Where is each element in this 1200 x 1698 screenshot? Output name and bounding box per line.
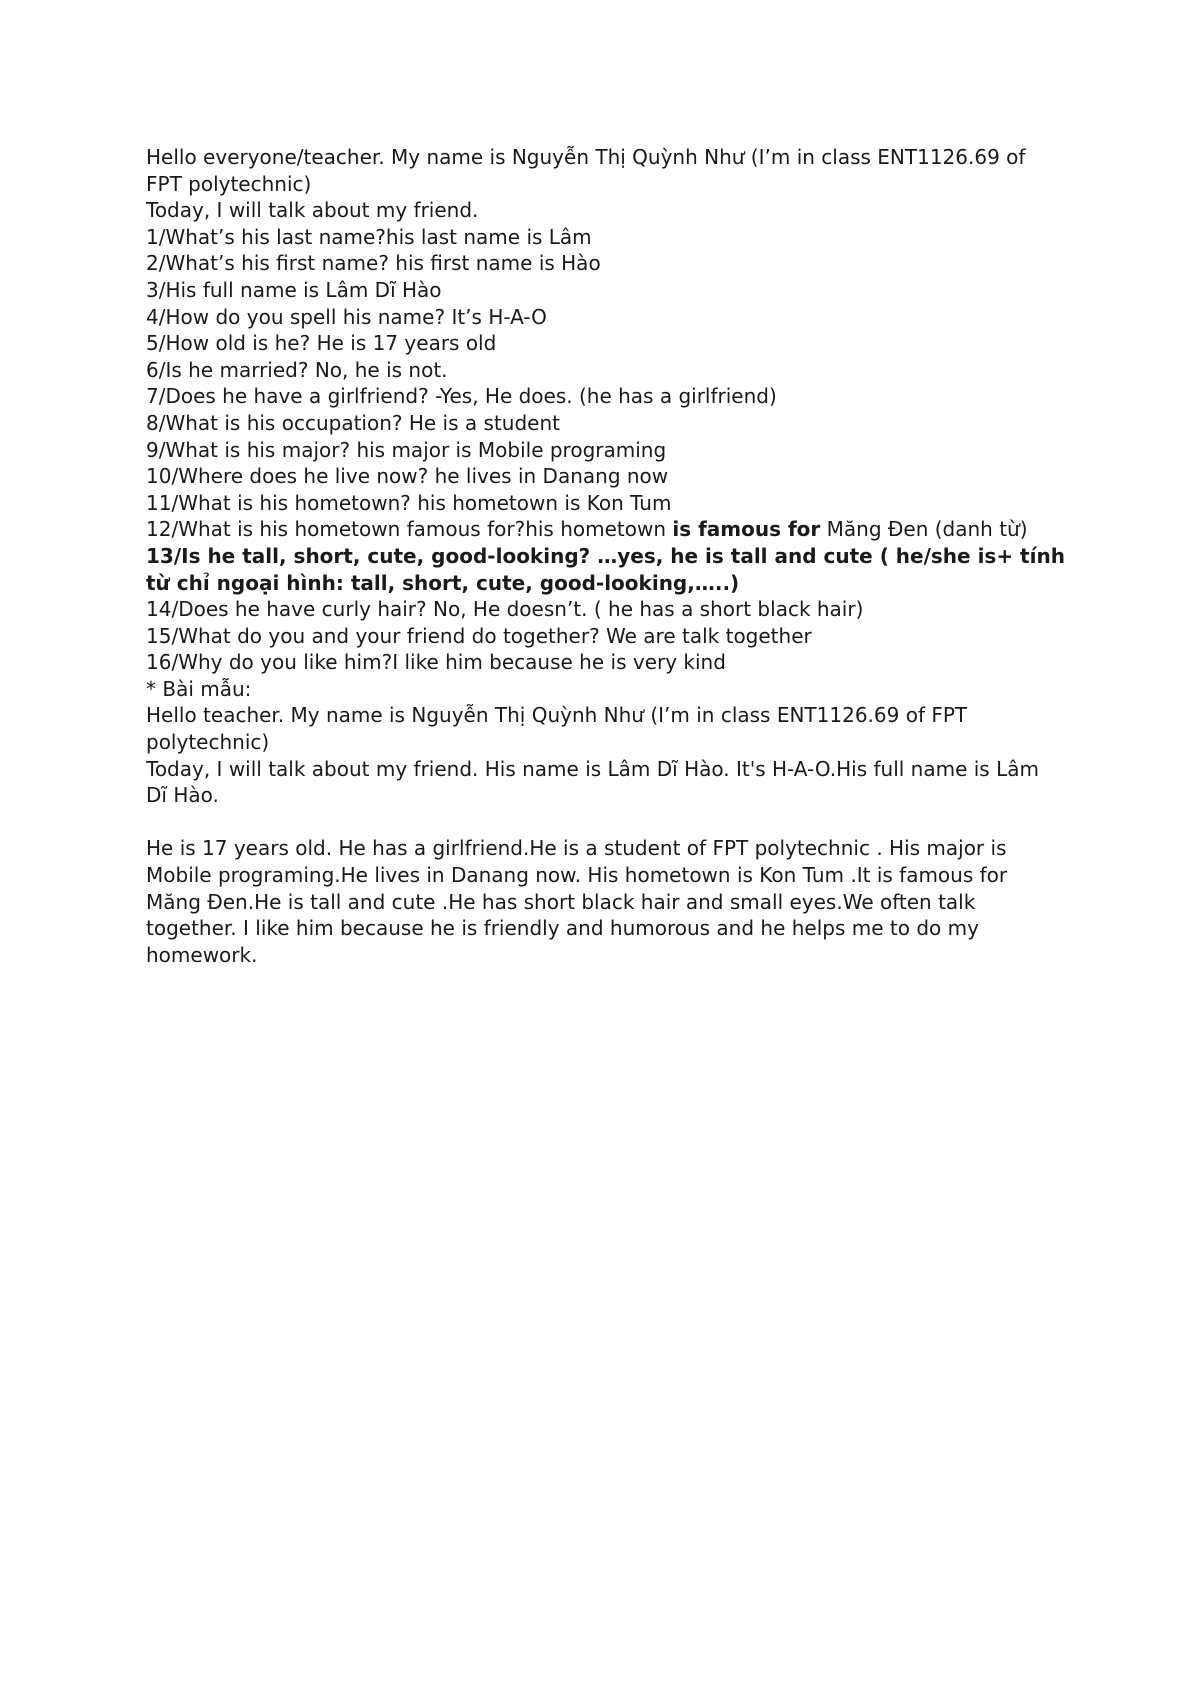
sample-heading: * Bài mẫu:: [146, 676, 252, 701]
question-2: 2/What’s his first name? his first name is Hào: [146, 251, 601, 276]
question-3: 3/His full name is Lâm Dĩ Hào: [146, 277, 442, 302]
question-4: 4/How do you spell his name? It’s H-A-O: [146, 304, 547, 329]
sample-paragraph: Hello teacher. My name is Nguyễn Thị Quỳnh Như (I’m in class ENT1126.69 of FPT polytechnic): [146, 703, 968, 755]
blank-line: [146, 809, 1066, 836]
question-11: 11/What is his hometown? his hometown is Kon Tum: [146, 490, 672, 515]
question-12: [146, 516, 1066, 543]
question-7: 7/Does he have a girlfriend? -Yes, He does. (he has a girlfriend): [146, 384, 777, 409]
question-10: 10/Where does he live now? he lives in Danang now: [146, 464, 669, 489]
question-9: 9/What is his major? his major is Mobile programing: [146, 437, 667, 462]
sample-paragraph: Today, I will talk about my friend. His name is Lâm Dĩ Hào. It's H-A-O.His full name is Lâm Dĩ Hào.: [146, 756, 1039, 808]
question-14: 14/Does he have curly hair? No, He doesn’t. ( he has a short black hair): [146, 597, 864, 622]
intro-line: Hello everyone/teacher. My name is Nguyễn Thị Quỳnh Như (I’m in class ENT1126.69 of FPT polytechnic): [146, 145, 1026, 196]
question-5: 5/How old is he? He is 17 years old: [146, 331, 497, 356]
question-6: 6/Is he married? No, he is not.: [146, 357, 448, 382]
question-1: 1/What’s his last name?his last name is Lâm: [146, 224, 592, 249]
question-15: 15/What do you and your friend do together? We are talk together: [146, 623, 812, 648]
sample-paragraph: He is 17 years old. He has a girlfriend.He is a student of FPT polytechnic . His major is Mobile programing.He lives in Danang now. His hometown is Kon Tum .It is famous for Măng Đen.He is tall and cute .He has short black hair and small eyes.We often talk together. I like him because he is friendly and humorous and he helps me to do my homework.: [146, 836, 1008, 967]
question-16: 16/Why do you like him?I like him because he is very kind: [146, 650, 726, 675]
question-12-text: 12/What is his hometown famous for?his hometown: [146, 517, 673, 542]
question-13: 13/Is he tall, short, cute, good-looking? …yes, he is tall and cute ( he/she is+ tính từ chỉ ngoại hình: tall, short, cute, good-looking,…..): [146, 543, 1065, 595]
question-8: 8/What is his occupation? He is a student: [146, 410, 560, 435]
question-12-text-end: Măng Đen (danh từ): [820, 517, 1028, 542]
question-12-bold-text: is famous for: [672, 517, 821, 542]
document-body: [146, 144, 1066, 968]
intro-line: Today, I will talk about my friend.: [146, 198, 479, 223]
